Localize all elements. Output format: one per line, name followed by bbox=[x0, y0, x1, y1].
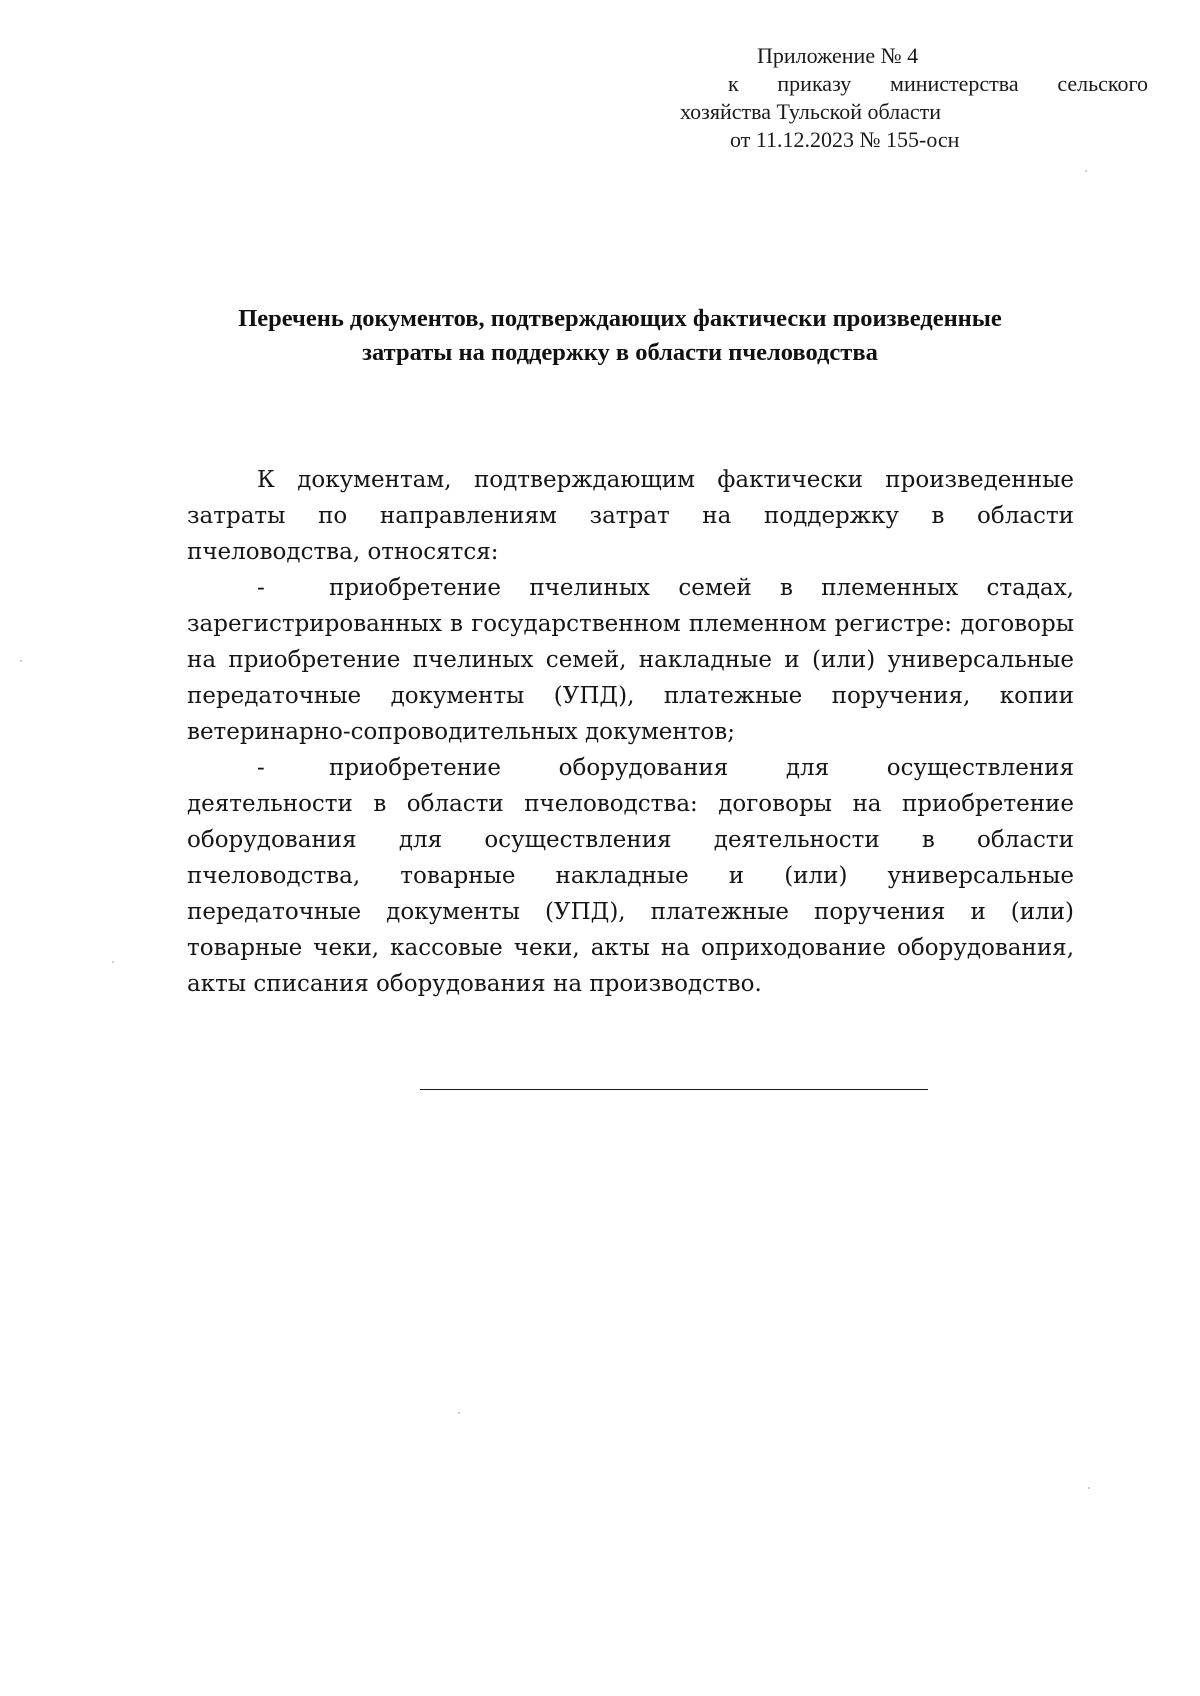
scan-speck bbox=[112, 961, 114, 963]
scan-speck bbox=[1085, 170, 1087, 172]
appendix-order-date: от 11.12.2023 № 155-осн bbox=[730, 127, 960, 152]
appendix-ministry: хозяйства Тульской области bbox=[680, 99, 942, 124]
list-marker: - bbox=[257, 755, 265, 781]
closing-divider bbox=[420, 1089, 928, 1090]
list-item bbox=[187, 570, 1074, 750]
scan-speck bbox=[20, 660, 22, 662]
list-item bbox=[187, 750, 1074, 1002]
appendix-word: министерства bbox=[890, 71, 1019, 96]
list-item-text: приобретение оборудования для осуществления деятельности в области пчеловодства: договоры на приобретение оборудования для осуществления деятельности в области пчеловодства, товарные накладные и (или) универсальные передаточные документы (УПД), платежные поручения и (или) товарные чеки, кассовые чеки, акты на оприходование оборудования, акты списания оборудования на производство. bbox=[187, 755, 1074, 997]
document-body bbox=[187, 462, 1074, 1002]
scan-speck bbox=[458, 1412, 460, 1414]
list-item-text: приобретение пчелиных семей в племенных стадах, зарегистрированных в государственном племенном регистре: договоры на приобретение пчелиных семей, накладные и (или) универсальные передаточные документы (УПД), платежные поручения, копии ветеринарно-сопроводительных документов; bbox=[187, 575, 1074, 745]
appendix-word: к bbox=[728, 71, 739, 96]
appendix-word: приказу bbox=[777, 71, 852, 96]
appendix-number: Приложение № 4 bbox=[757, 43, 919, 68]
appendix-order-reference bbox=[728, 70, 1148, 98]
scan-speck bbox=[1088, 1487, 1090, 1489]
title-line: затраты на поддержку в области пчеловодства bbox=[362, 339, 878, 366]
title-line: Перечень документов, подтверждающих фактически произведенные bbox=[238, 305, 1002, 332]
intro-paragraph: К документам, подтверждающим фактически произведенные затраты по направлениям затрат на поддержку в области пчеловодства, относятся: bbox=[187, 467, 1074, 565]
appendix-word: сельского bbox=[1057, 71, 1148, 96]
document-title bbox=[170, 302, 1070, 370]
list-marker: - bbox=[257, 575, 265, 601]
